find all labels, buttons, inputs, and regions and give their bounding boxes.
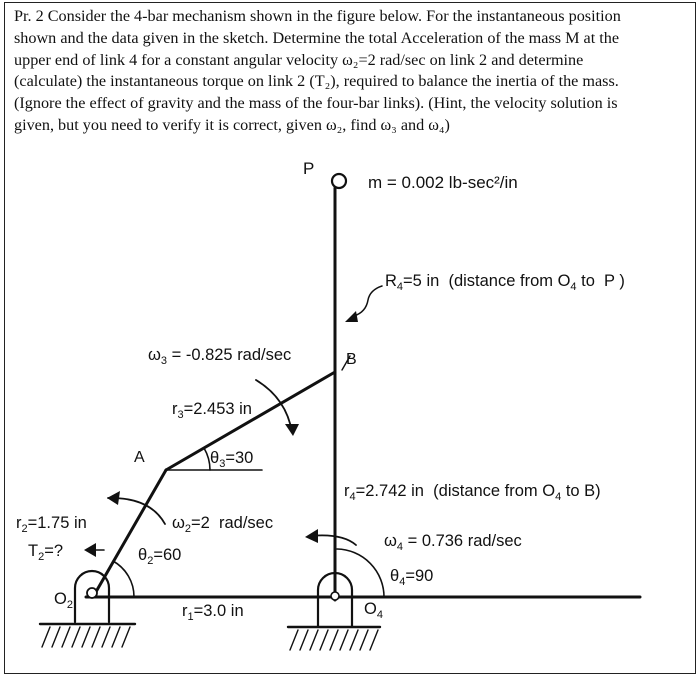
r4p-label: $R_4=5$ in (distance from $O_4$ to P ) bbox=[385, 272, 625, 293]
theta4-label: $\theta_4=90$ bbox=[390, 567, 434, 588]
label-b: B bbox=[346, 351, 357, 368]
theta2-arc bbox=[113, 561, 134, 597]
problem-line: upper end of link 4 for a constant angular velocity ω₂=2 rad/sec on link 2 and determine bbox=[14, 50, 584, 69]
r4p-leader-arrowhead bbox=[345, 311, 358, 322]
label-a: A bbox=[134, 449, 145, 466]
r3-label: $r_3=2.453$ in bbox=[172, 400, 252, 421]
omega2-label: $\omega_2=2$ rad/sec bbox=[172, 514, 274, 535]
theta3-label: $\theta_3=30$ bbox=[210, 449, 254, 470]
problem-line: (Ignore the effect of gravity and the mass of the four-bar links). (Hint, the velocity solution is bbox=[14, 94, 618, 113]
omega3-label: $\omega_3 = -0.825$ rad/sec bbox=[148, 346, 292, 367]
pin-o2 bbox=[87, 588, 97, 598]
omega4-label: $\omega_4 = 0.736$ rad/sec bbox=[384, 532, 522, 553]
r1-label: $r_1=3.0$ in bbox=[182, 602, 244, 623]
t2-arrowhead bbox=[84, 543, 96, 557]
pin-p bbox=[332, 174, 346, 188]
t2-label: $T_2=$? bbox=[28, 542, 64, 563]
r4-label: $r_4=2.742$ in (distance from $O_4$ to B) bbox=[344, 482, 601, 503]
theta4-arc bbox=[337, 549, 384, 597]
r2-label: $r_2=1.75$ in bbox=[16, 514, 87, 535]
problem-line: shown and the data given in the sketch. Determine the total Acceleration of the mass M at the bbox=[14, 28, 620, 47]
label-o2: $O_2$ bbox=[54, 590, 73, 611]
omega2-arrowhead bbox=[107, 491, 120, 505]
label-o4: $O_4$ bbox=[364, 600, 383, 621]
omega4-arrowhead bbox=[305, 529, 318, 543]
problem-line: Pr. 2 Consider the 4-bar mechanism shown in the figure below. For the instantaneous position bbox=[14, 7, 621, 25]
problem-line: (calculate) the instantaneous torque on link 2 (T₂), required to balance the inertia of the mass. bbox=[14, 72, 619, 91]
mass-label: m = 0.002 lb-sec²/in bbox=[368, 173, 518, 192]
pin-o4 bbox=[331, 592, 339, 600]
label-p: P bbox=[303, 159, 315, 178]
problem-line: given, but you need to verify it is correct, given ω₂, find ω₃ and ω₄) bbox=[14, 115, 450, 134]
ground-hatch-o2 bbox=[42, 627, 130, 647]
omega3-arrowhead bbox=[285, 424, 299, 436]
ground-hatch-o4 bbox=[290, 630, 378, 650]
theta2-label: $\theta_2=60$ bbox=[138, 546, 182, 567]
r4p-leader bbox=[354, 286, 382, 316]
